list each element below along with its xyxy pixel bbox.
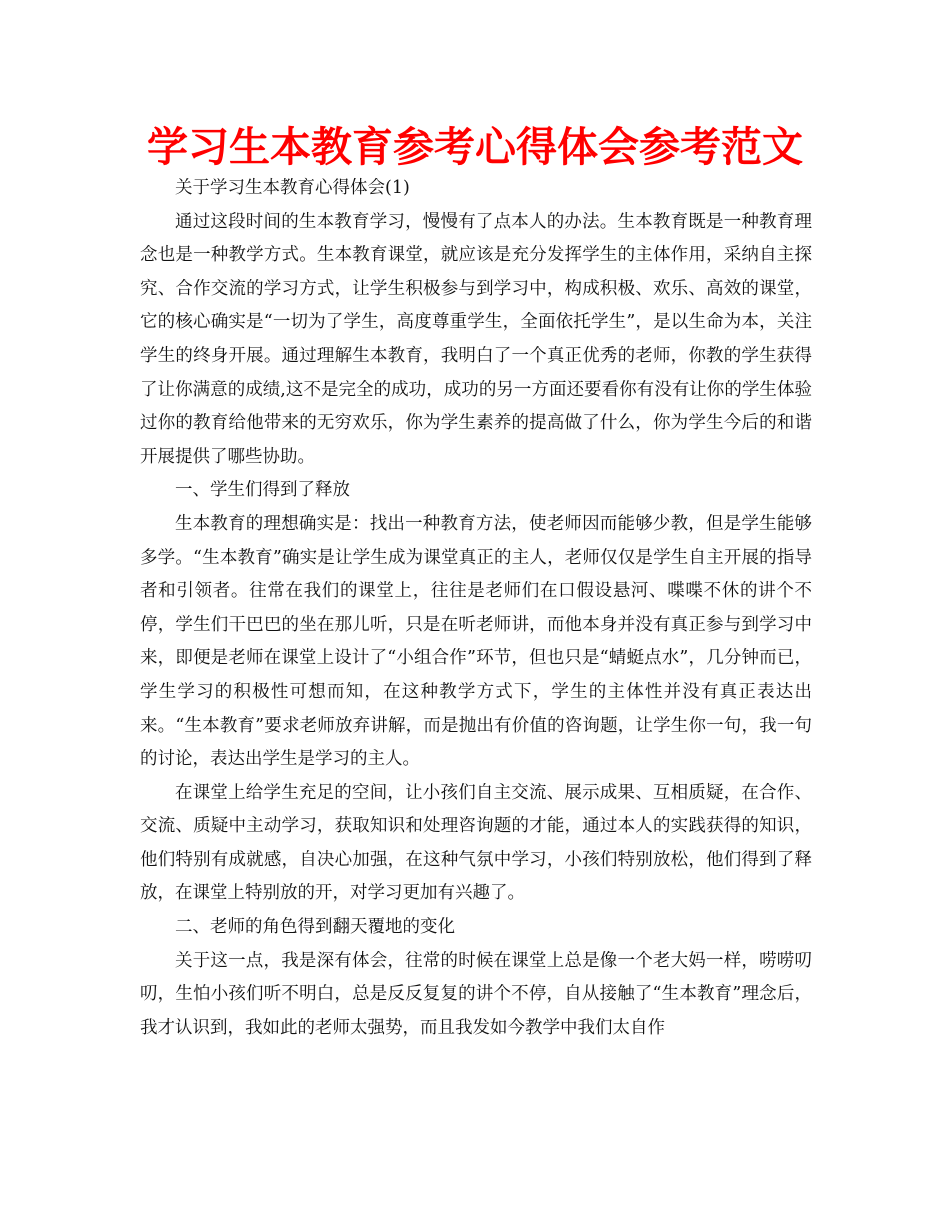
document-title: 学习生本教育参考心得体会参考范文 (147, 123, 803, 171)
section-heading-2: 二、老师的角色得到翻天覆地的变化 (175, 917, 455, 938)
paragraph-section-1b: 在课堂上给学生充足的空间，让小孩们自主交流、展示成果、互相质疑，在合作、交流、质疑中主动学习，获取知识和处理咨询题的才能，通过本人的实践获得的知识，他们特别有成就感，自决心加强，在这种气氛中学习，小孩们特别放松，他们得到了释放，在课堂上特别放的开，对学习更加有兴趣了。 (140, 782, 812, 904)
paragraph-intro: 通过这段时间的生本教育学习，慢慢有了点本人的办法。生本教育既是一种教育理念也是一种教学方式。生本教育课堂，就应该是充分发挥学生的主体作用，采纳自主探究、合作交流的学习方式，让学生积极参与到学习中，构成积极、欢乐、高效的课堂，它的核心确实是“一切为了学生，高度尊重学生，全面依托学生”，是以生命为本，关注学生的终身开展。通过理解生本教育，我明白了一个真正优秀的老师，你教的学生获得了让你满意的成绩,这不是完全的成功，成功的另一方面还要看你有没有让你的学生体验过你的教育给他带来的无穷欢乐，你为学生素养的提高做了什么，你为学生今后的和谐开展提供了哪些协助。 (140, 211, 812, 467)
section-heading-1: 一、学生们得到了释放 (175, 480, 350, 501)
document-body (140, 172, 812, 1045)
paragraph-section-1a: 生本教育的理想确实是：找出一种教育方法，使老师因而能够少教，但是学生能够多学。“生本教育”确实是让学生成为课堂真正的主人，老师仅仅是学生自主开展的指导者和引领者。往常在我们的课堂上，往往是老师们在口假设悬河、喋喋不休的讲个不停，学生们干巴巴的坐在那儿听，只是在听老师讲，而他本身并没有真正参与到学习中来，即便是老师在课堂上设计了“小组合作”环节，但也只是“蜻蜓点水”，几分钟而已，学生学习的积极性可想而知，在这种教学方式下，学生的主体性并没有真正表达出来。“生本教育”要求老师放弃讲解，而是抛出有价值的咨询题，让学生你一句，我一句的讨论，表达出学生是学习的主人。 (140, 513, 812, 770)
document-subtitle: 关于学习生本教育心得体会(1) (175, 178, 410, 198)
paragraph-section-2a: 关于这一点，我是深有体会，往常的时候在课堂上总是像一个老大妈一样，唠唠叨叨，生怕小孩们听不明白，总是反反复复的讲个不停，自从接触了“生本教育”理念后，我才认识到，我如此的老师太强势，而且我发如今教学中我们太自作 (140, 950, 812, 1038)
